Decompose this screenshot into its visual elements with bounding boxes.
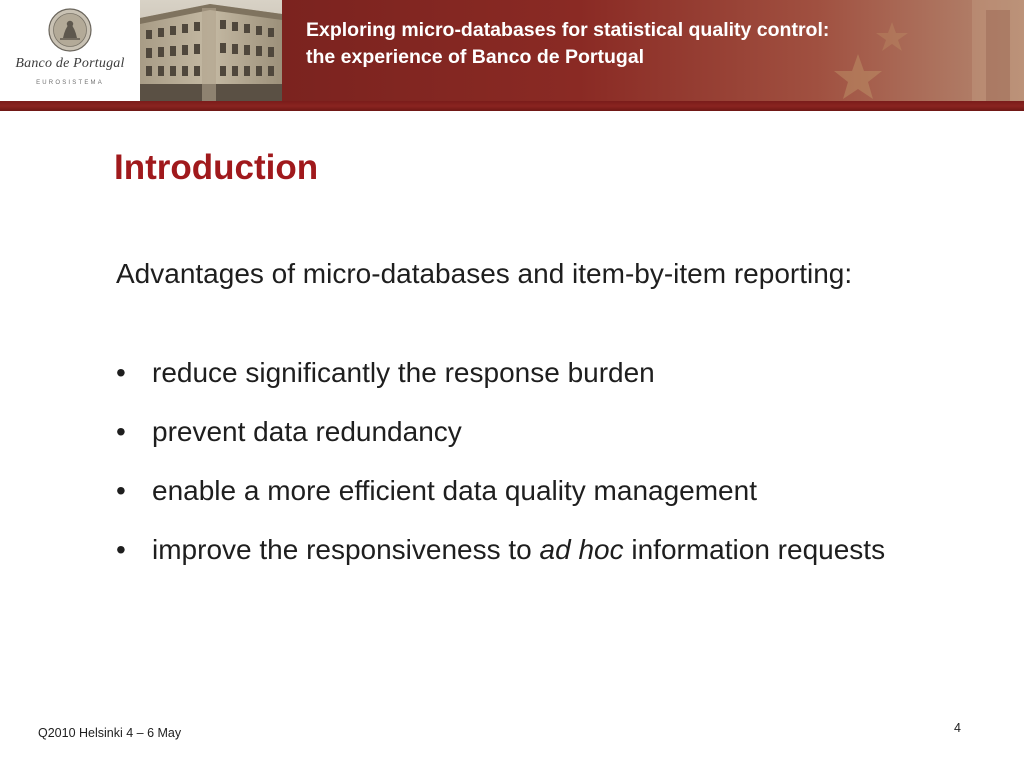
bullet-item xyxy=(116,473,916,508)
bullet-text: prevent data redundancy xyxy=(152,416,462,447)
bullet-item xyxy=(116,414,916,449)
bullet-text-post: information requests xyxy=(623,534,886,565)
bank-logo xyxy=(0,0,140,101)
bullet-glyph: • xyxy=(116,534,126,565)
bullet-glyph: • xyxy=(116,416,126,447)
bullet-glyph: • xyxy=(116,357,126,388)
title-line-1: Exploring micro-databases for statistical quality control: xyxy=(306,19,830,41)
footer-event: Q2010 Helsinki 4 – 6 May xyxy=(38,726,182,740)
presentation-title xyxy=(306,17,1006,71)
logo-name: Banco de Portugal xyxy=(15,56,125,71)
bullet-item xyxy=(116,355,916,390)
title-line-2: the experience of Banco de Portugal xyxy=(306,46,645,68)
bullet-text-emphasis: ad hoc xyxy=(539,534,624,565)
intro-text: Advantages of micro-databases and item-by-item reporting: xyxy=(116,258,853,289)
title-band xyxy=(282,0,1024,101)
bullet-item xyxy=(116,532,916,567)
bullet-glyph: • xyxy=(116,475,126,506)
bullet-text: enable a more efficient data quality management xyxy=(152,475,757,506)
slide-title: Introduction xyxy=(114,148,319,187)
bullet-list xyxy=(116,355,916,591)
header-rule xyxy=(0,101,1024,111)
bullet-text: reduce significantly the response burden xyxy=(152,357,655,388)
slide-header xyxy=(0,0,1024,101)
page-number: 4 xyxy=(954,721,961,735)
logo-subtitle: EUROSISTEMA xyxy=(36,80,104,86)
building-photo xyxy=(140,0,282,101)
seal-icon xyxy=(48,8,92,52)
bullet-text-pre: improve the responsiveness to xyxy=(152,534,540,565)
